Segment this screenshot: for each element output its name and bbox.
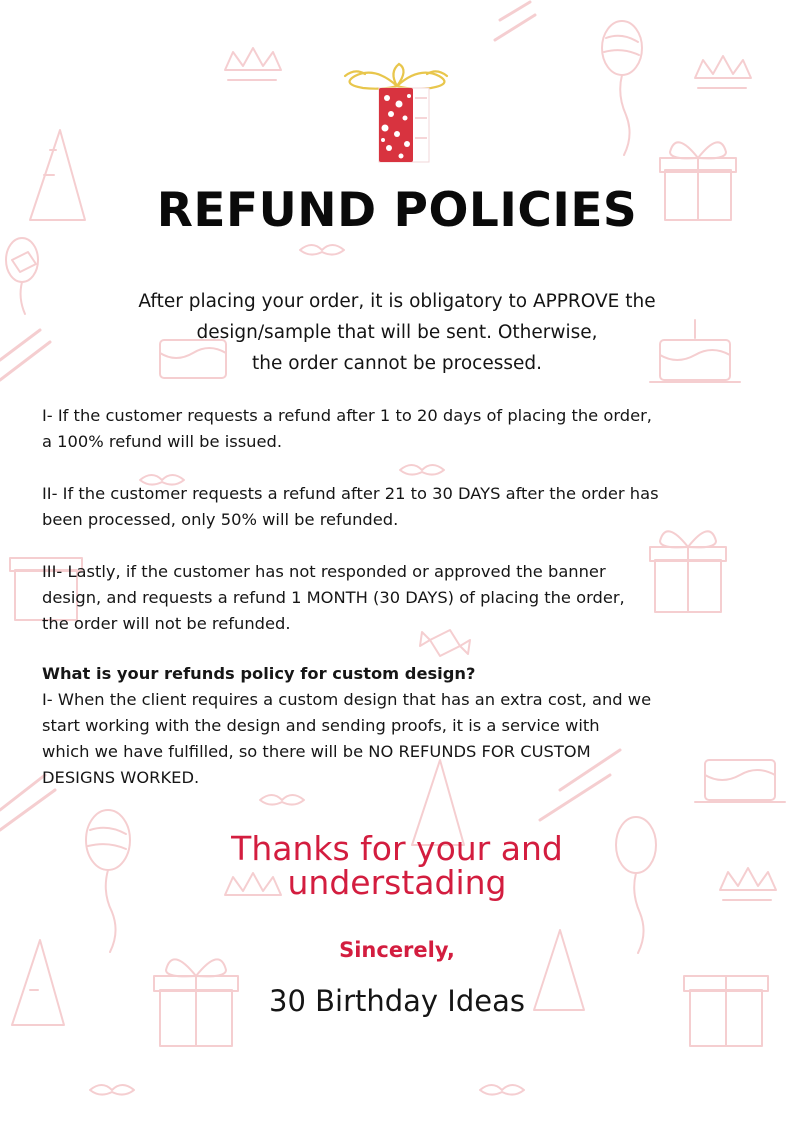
policy-line: which we have fulfilled, so there will be NO REFUNDS FOR CUSTOM [42, 742, 591, 761]
intro-line: the order cannot be processed. [252, 353, 542, 374]
policy-line: I- If the customer requests a refund after 1 to 20 days of placing the order, [42, 406, 652, 425]
policy-line: III- Lastly, if the customer has not responded or approved the banner [42, 562, 606, 581]
policy-item-1 [42, 403, 762, 455]
policy-line: a 100% refund will be issued. [42, 432, 283, 451]
policy-line: design, and requests a refund 1 MONTH (30 DAYS) of placing the order, [42, 588, 625, 607]
policy-line: II- If the customer requests a refund after 21 to 30 DAYS after the order has [42, 484, 659, 503]
page-title: REFUND POLICIES [156, 183, 638, 238]
policy-line: the order will not be refunded. [42, 614, 291, 633]
intro-line: After placing your order, it is obligatory to APPROVE the [138, 291, 656, 312]
thanks-message [0, 829, 794, 902]
signature: 30 Birthday Ideas [269, 984, 525, 1018]
policy-item-2 [42, 481, 762, 533]
intro-line: design/sample that will be sent. Otherwise, [196, 322, 598, 343]
custom-design-policy [42, 661, 762, 791]
thanks-line: Thanks for your and [231, 829, 563, 868]
policy-line: I- When the client requires a custom design that has an extra cost, and we [42, 690, 652, 709]
gift-icon [335, 58, 459, 168]
closing-sincerely: Sincerely, [339, 938, 455, 962]
policy-line: start working with the design and sending proofs, it is a service with [42, 716, 600, 735]
intro-paragraph [60, 286, 734, 379]
policy-line: DESIGNS WORKED. [42, 768, 200, 787]
custom-design-question: What is your refunds policy for custom design? [42, 664, 476, 683]
policy-line: been processed, only 50% will be refunded. [42, 510, 399, 529]
policy-item-3 [42, 559, 762, 637]
thanks-line: understading [287, 863, 507, 902]
